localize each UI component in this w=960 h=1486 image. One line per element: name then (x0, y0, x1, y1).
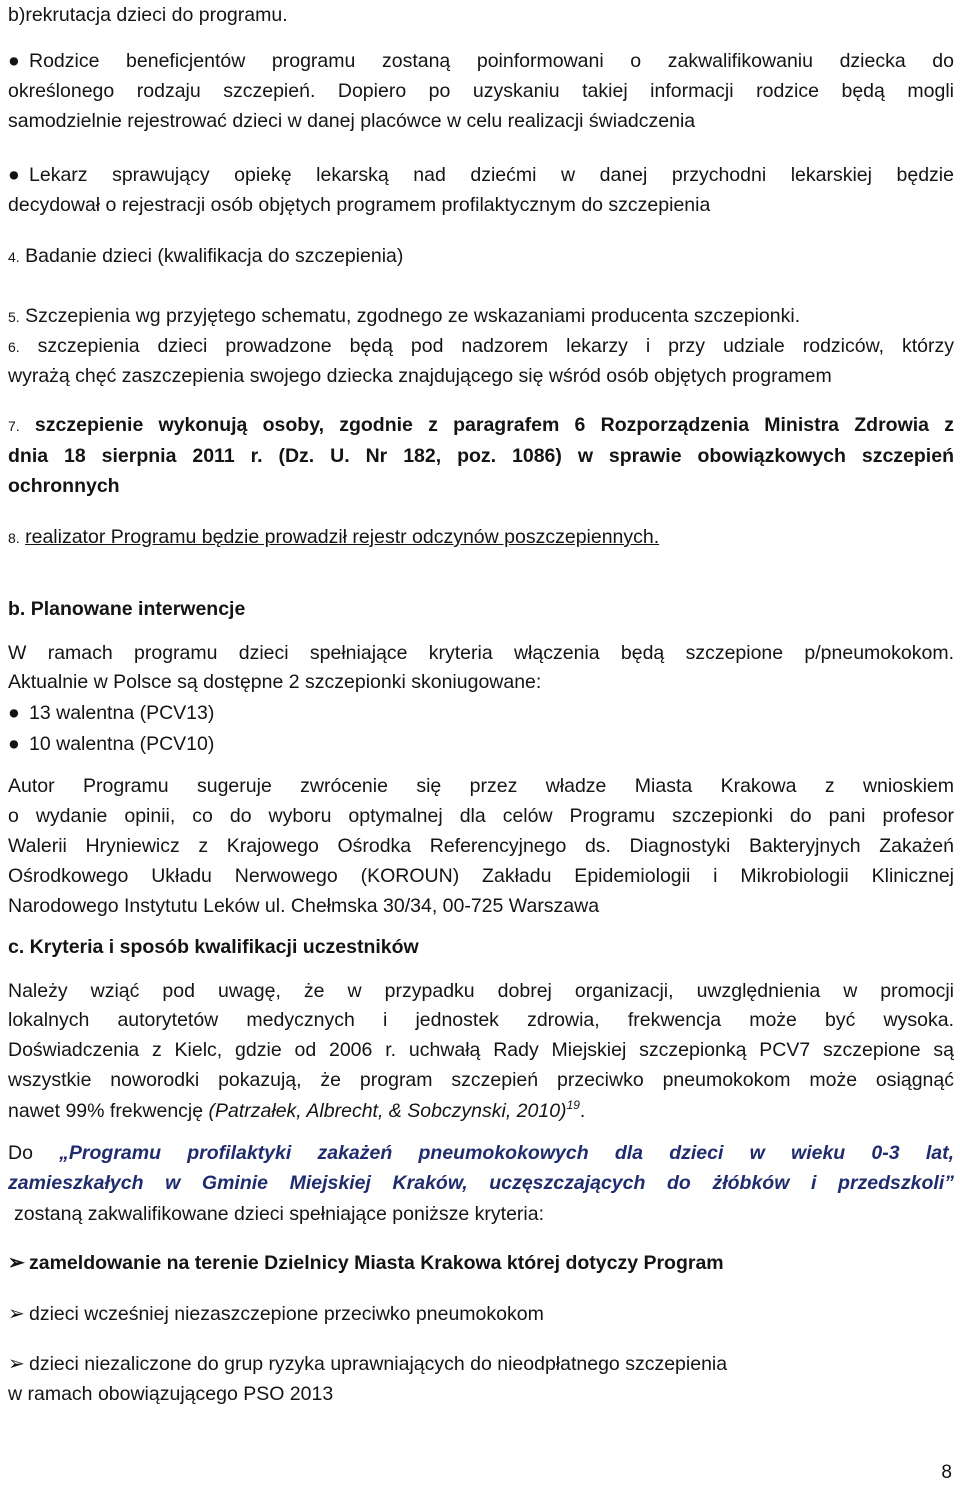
criteria-item-unvaccinated: ➢ dzieci wcześniej niezaszczepione przeciwko pneumokokom (8, 1299, 544, 1329)
paragraph-line: w ramach obowiązującego PSO 2013 (8, 1383, 334, 1405)
program-title-line: zamieszkałych w Gminie Miejskiej Kraków, uczęszczających do żłóbków i przedszkoli” (8, 1172, 954, 1194)
paragraph-line: W ramach programu dzieci spełniające kryteria włączenia będą szczepione p/pneumokokom. (8, 642, 954, 664)
paragraph-line: decydował o rejestracji osób objętych programem profilaktycznym do szczepienia (8, 194, 711, 216)
paragraph-line-citation: nawet 99% frekwencję (Patrzałek, Albrecht, & Sobczynski, 2010)$^{19}$. (8, 1098, 586, 1122)
page-number: 8 (941, 1462, 952, 1483)
paragraph-line: Autor Programu sugeruje zwrócenie się przez władze Miasta Krakowa z wnioskiem (8, 775, 954, 797)
arrow-bullet-icon: ➢ (8, 1303, 25, 1325)
footnote-ref: 19 (566, 1098, 580, 1112)
paragraph-line: Doświadczenia z Kielc, gdzie od 2006 r. uchwałą Rady Miejskiej szczepionką PCV7 szczepione są (8, 1039, 954, 1061)
paragraph-line: Ośrodkowego Układu Nerwowego (KOROUN) Zakładu Epidemiologii i Mikrobiologii Klinicznej (8, 865, 954, 887)
bullet-item-pcv13: ● 13 walentna (PCV13) (8, 698, 214, 728)
citation: (Patrzałek, Albrecht, & Sobczynski, 2010) (208, 1100, 567, 1122)
section-heading-criteria: c. Kryteria i sposób kwalifikacji uczestników (8, 936, 419, 958)
program-title: „Programu profilaktyki zakażeń pneumokokowych dla dzieci w wieku 0-3 lat, (59, 1142, 955, 1164)
arrow-bullet-icon: ➢ (8, 1252, 25, 1274)
bullet-icon: ● (8, 702, 20, 724)
paragraph-line: o wydanie opinii, co do wyboru optymalnej dla celów Programu szczepionki do pani profesor (8, 805, 954, 827)
bullet-item-doctor: ● Lekarz sprawujący opiekę lekarską nad dziećmi w danej przychodni lekarskiej będzie (8, 160, 954, 190)
bullet-item-parents: ● Rodzice beneficjentów programu zostaną poinformowani o zakwalifikowaniu dziecka do (8, 46, 954, 76)
numbered-item-5: 5. Szczepienia wg przyjętego schematu, zgodnego ze wskazaniami producenta szczepionki. (8, 305, 801, 327)
paragraph-line: wyrażą chęć zaszczepienia swojego dziecka znajdującego się wśród osób objętych programem (8, 365, 832, 387)
paragraph-line: ochronnych (8, 475, 120, 497)
numbered-item-6: 6. szczepienia dzieci prowadzone będą pod nadzorem lekarzy i przy udziale rodziców, którzy (8, 335, 955, 357)
paragraph-line: określonego rodzaju szczepień. Dopiero po uzyskaniu takiej informacji rodzice będą mogli (8, 80, 954, 102)
criteria-item-registration: ➢ zameldowanie na terenie Dzielnicy Miasta Krakowa której dotyczy Program (8, 1248, 724, 1278)
criteria-item-risk-groups: ➢ dzieci niezaliczone do grup ryzyka uprawniających do nieodpłatnego szczepienia (8, 1349, 727, 1379)
paragraph-line: Należy wziąć pod uwagę, że w przypadku dobrej organizacji, uwzględnienia w promocji (8, 980, 954, 1002)
numbered-item-8: 8. realizator Programu będzie prowadził rejestr odczynów poszczepiennych. (8, 526, 660, 548)
paragraph-line: Aktualnie w Polsce są dostępne 2 szczepionki skoniugowane: (8, 671, 542, 693)
numbered-item-7: 7. szczepienie wykonują osoby, zgodnie z paragrafem 6 Rozporządzenia Ministra Zdrowia z (8, 414, 954, 436)
paragraph-line: Walerii Hryniewicz z Krajowego Ośrodka Referencyjnego ds. Diagnostyki Bakteryjnych Zakażeń (8, 835, 954, 857)
section-heading-recruitment: b)rekrutacja dzieci do programu. (8, 4, 288, 26)
paragraph-line: zostaną zakwalifikowane dzieci spełniające poniższe kryteria: (14, 1203, 545, 1225)
arrow-bullet-icon: ➢ (8, 1353, 25, 1375)
paragraph-line: samodzielnie rejestrować dzieci w danej placówce w celu realizacji świadczenia (8, 110, 696, 132)
bullet-item-pcv10: ● 10 walentna (PCV10) (8, 729, 214, 759)
bullet-icon: ● (8, 50, 20, 72)
paragraph-line: wszystkie noworodki pokazują, że program szczepień przeciwko pneumokokom może osiągnąć (8, 1069, 954, 1091)
numbered-item-4: 4. Badanie dzieci (kwalifikacja do szczepienia) (8, 245, 404, 267)
program-title-line: Do „Programu profilaktyki zakażeń pneumokokowych dla dzieci w wieku 0-3 lat, (8, 1142, 955, 1164)
paragraph-line: lokalnych autorytetów medycznych i jednostek zdrowia, frekwencja może być wysoka. (8, 1009, 954, 1031)
paragraph-line: dnia 18 sierpnia 2011 r. (Dz. U. Nr 182, poz. 1086) w sprawie obowiązkowych szczepień (8, 445, 954, 467)
section-heading-interventions: b. Planowane interwencje (8, 598, 246, 620)
bullet-icon: ● (8, 164, 20, 186)
paragraph-line: Narodowego Instytutu Leków ul. Chełmska 30/34, 00-725 Warszawa (8, 895, 600, 917)
bullet-icon: ● (8, 733, 20, 755)
